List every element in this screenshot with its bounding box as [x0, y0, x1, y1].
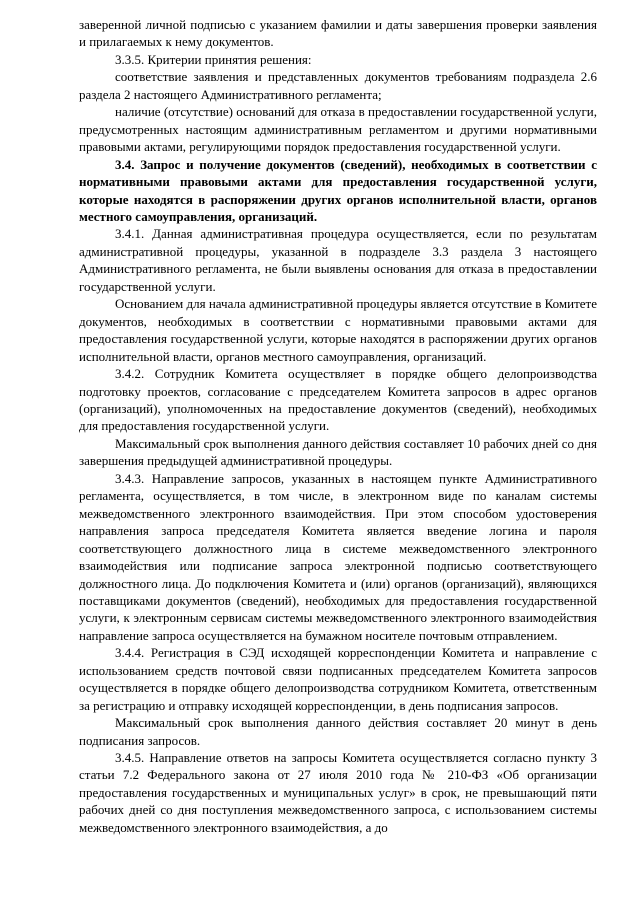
paragraph-3-4-1: 3.4.1. Данная административная процедура осуществляется, если по результатам административной процедуры, указанной в подразделе 3.3 раздела 3 настоящего Административного регламента, не были выявлены основания для отказа в предоставлении государственной услуги. [79, 226, 597, 294]
paragraph-criteria-compliance: соответствие заявления и представленных документов требованиям подраздела 2.6 раздела 2 настоящего Административного регламента; [79, 69, 597, 102]
paragraph-criteria-grounds: наличие (отсутствие) оснований для отказа в предоставлении государственной услуги, предусмотренных настоящим административным регламентом и другими нормативными правовыми актами, регулирующими порядок предоставления государственной услуги. [79, 104, 597, 155]
document-page [79, 16, 597, 836]
paragraph-3-4-5: 3.4.5. Направление ответов на запросы Комитета осуществляется согласно пункту 3 статьи 7.2 Федерального закона от 27 июля 2010 года № 210-ФЗ «Об организации предоставления государственных и муниципальных услуг» в срок, не превышающий пяти рабочих дней со дня поступления межведомственного запроса, с использованием системы межведомственного электронного взаимодействия, а до [79, 750, 597, 835]
paragraph-procedure-basis: Основанием для начала административной процедуры является отсутствие в Комитете документов, необходимых в соответствии с нормативными правовыми актами для предоставления государственной услуги, которые находятся в распоряжении других органов исполнительной власти, органов местного самоуправления, организаций. [79, 296, 598, 364]
paragraph-3-4-4: 3.4.4. Регистрация в СЭД исходящей корреспонденции Комитета и направление с использованием средств почтовой связи подписанных председателем Комитета запросов осуществляется в порядке общего делопроизводства сотрудником Комитета, ответственным за регистрацию и отправку исходящей корреспонденции, в день подписания запросов. [79, 645, 597, 713]
paragraph-3-4-3: 3.4.3. Направление запросов, указанных в настоящем пункте Административного регламента, осуществляется, в том числе, в электронном виде по каналам системы межведомственного электронного взаимодействия. При этом способом удостоверения направления запроса председателя Комитета является введение логина и пароля соответствующего должностного лица в системе межведомственного электронного взаимодействия или подписание запроса электронной подписью соответствующего должностного лица. До подключения Комитета и (или) органов (организаций), являющихся поставщиками документов (сведений), необходимых для предоставления государственной услуги, к электронным сервисам системы межведомственного электронного взаимодействия направление запроса осуществляется на бумажном носителе почтовым отправлением. [79, 470, 597, 643]
paragraph-signature-note: заверенной личной подписью с указанием фамилии и даты завершения проверки заявления и прилагаемых к нему документов. [79, 17, 597, 50]
paragraph-3-4-2: 3.4.2. Сотрудник Комитета осуществляет в порядке общего делопроизводства подготовку проектов, согласование с председателем Комитета запросов в адрес органов (организаций), уполномоченных на предоставление документов (сведений), необходимых для предоставления государственной услуги. [79, 366, 597, 434]
paragraph-deadline-20-minutes: Максимальный срок выполнения данного действия составляет 20 минут в день подписания запросов. [79, 715, 597, 748]
paragraph-deadline-10-days: Максимальный срок выполнения данного действия составляет 10 рабочих дней со дня завершения предыдущей административной процедуры. [79, 435, 597, 469]
paragraph-3-3-5-heading: 3.3.5. Критерии принятия решения: [115, 51, 312, 67]
section-heading-3-4: 3.4. Запрос и получение документов (сведений), необходимых в соответствии с нормативными правовыми актами для предоставления государственной услуги, которые находятся в распоряжении других органов исполнительной власти, органов местного самоуправления, организаций. [79, 156, 597, 224]
